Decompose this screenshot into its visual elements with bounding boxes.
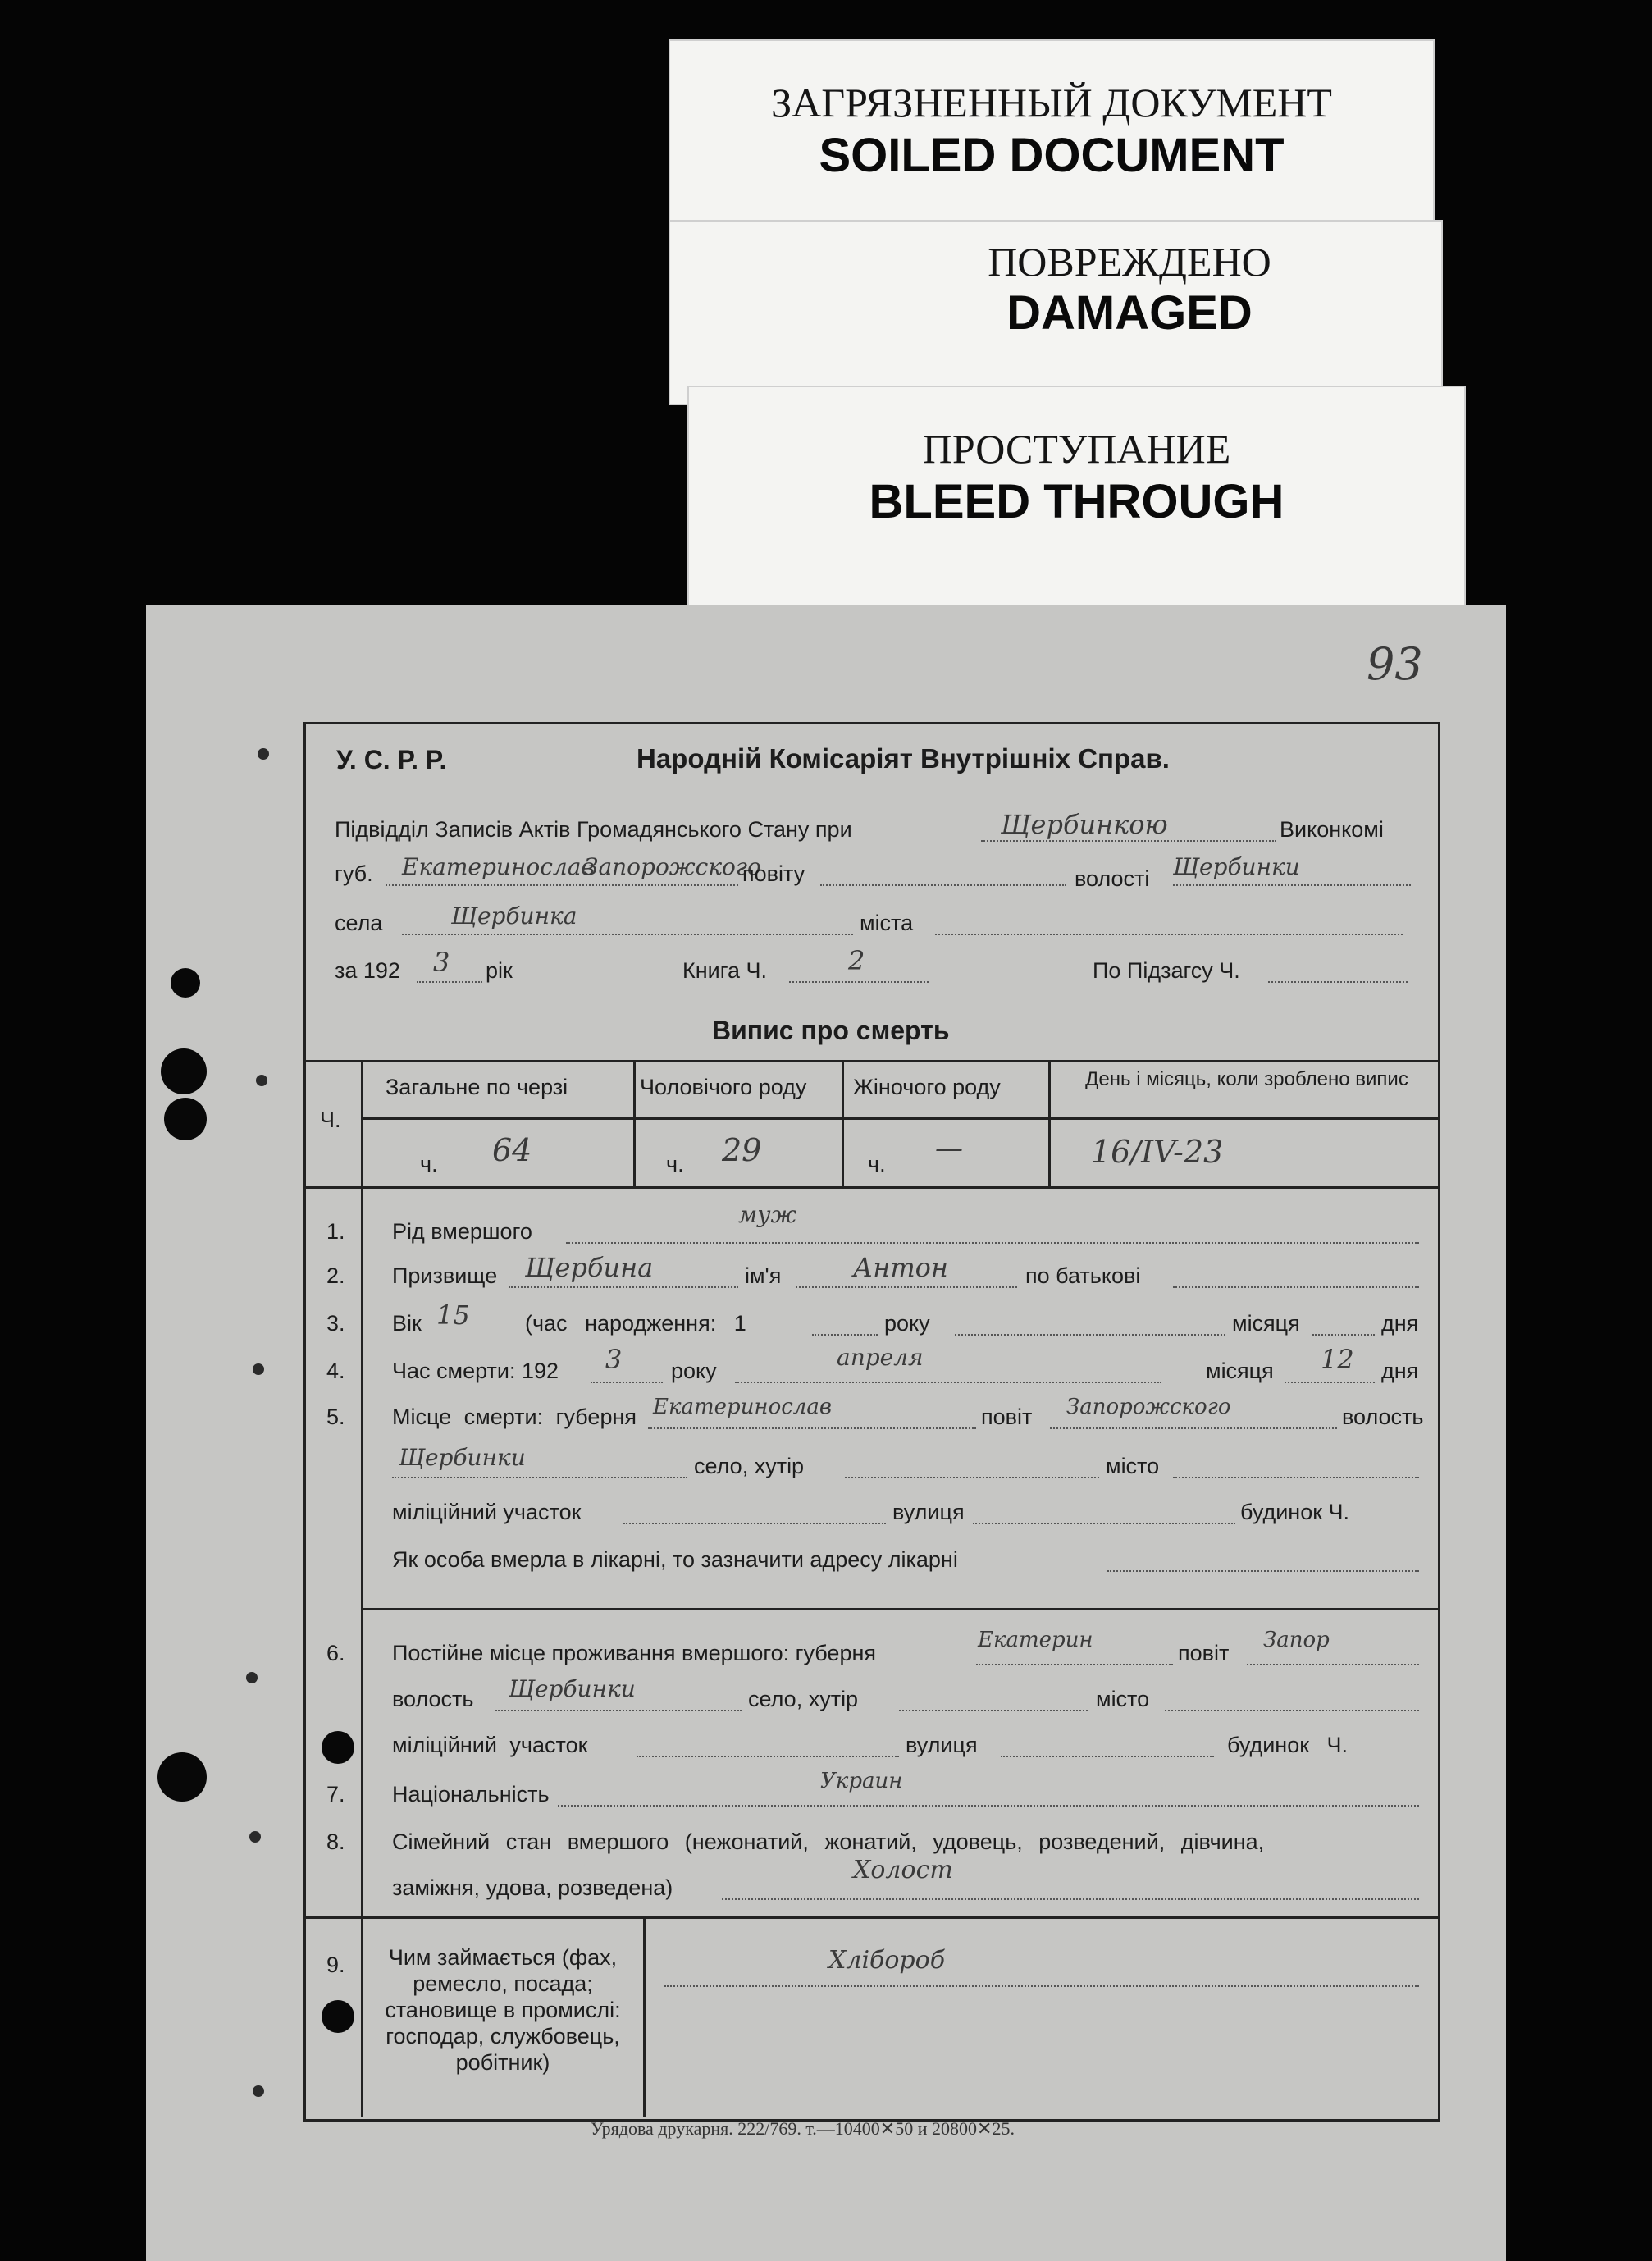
row5-volost-label: волость [1342, 1405, 1424, 1429]
punch-hole [161, 1048, 207, 1094]
handwritten-executive: Щербинкою [1001, 809, 1168, 840]
row6-town-label: місто [1096, 1687, 1150, 1711]
fill-line [981, 840, 1276, 842]
col-date-header: День і місяць, коли зроблено випис [1085, 1068, 1408, 1090]
number-column-border [361, 1060, 363, 2117]
fill-line [648, 1427, 976, 1429]
col-border [842, 1060, 844, 1186]
table-bottom-border [303, 1186, 1438, 1189]
binder-dot [256, 1075, 267, 1086]
handwritten-death-month: апреля [837, 1344, 924, 1371]
handwritten-residence-povit: Запор [1263, 1628, 1330, 1652]
section-border [361, 1608, 1438, 1610]
punch-hole [164, 1098, 207, 1140]
row-number: 6. [326, 1641, 345, 1665]
row4-year-label: року [671, 1359, 717, 1383]
fill-line [1285, 1382, 1375, 1383]
fill-line [845, 1477, 1099, 1478]
fill-line [1165, 1710, 1419, 1711]
row-number: 5. [326, 1405, 345, 1429]
fill-line [1107, 1570, 1419, 1572]
handwritten-nationality: Украин [820, 1769, 903, 1793]
damaged-label [669, 220, 1443, 405]
fill-line [796, 1286, 1017, 1288]
col-male-header: Чоловічого роду [640, 1075, 807, 1099]
fill-line [812, 1334, 878, 1336]
row-number: 2. [326, 1263, 345, 1288]
fill-line [392, 1477, 687, 1478]
fill-line [623, 1523, 886, 1524]
row-number: 9. [326, 1953, 345, 1977]
row6-militia-label: міліційний участок [392, 1733, 588, 1757]
fill-line [973, 1523, 1235, 1524]
fill-line [1001, 1756, 1214, 1757]
fill-line [402, 934, 853, 935]
row3-birth-label: (час народження: 1 [525, 1311, 746, 1336]
row3-age-label: Вік [392, 1311, 422, 1336]
row5-house-label: будинок Ч. [1240, 1500, 1350, 1524]
page-number: 93 [1367, 638, 1423, 690]
col-female-header: Жіночого роду [853, 1075, 1001, 1099]
label-en: SOILED DOCUMENT [819, 129, 1285, 182]
handwritten-death-gubernia: Екатеринослав [653, 1395, 832, 1419]
rik-label: рік [486, 958, 513, 983]
table-ch-label: Ч. [320, 1108, 341, 1132]
row1-label: Рід вмершого [392, 1219, 532, 1244]
row3-year-label: року [884, 1311, 930, 1336]
row4-month-label: місяця [1206, 1359, 1274, 1383]
punch-hole [157, 1752, 207, 1802]
document-title: Випис про смерть [712, 1016, 950, 1045]
fill-line [509, 1286, 738, 1288]
gub-label: губ. [335, 861, 373, 886]
row6-house-label: будинок Ч. [1227, 1733, 1349, 1757]
fill-line [1050, 1427, 1337, 1429]
handwritten-total: 64 [492, 1132, 532, 1168]
label-en: BLEED THROUGH [869, 475, 1285, 528]
handwritten-surname: Щербина [525, 1252, 654, 1283]
row5-povit-label: повіт [981, 1405, 1033, 1429]
row2-surname-label: Призвище [392, 1263, 498, 1288]
row8-marital-label-cont: заміжня, удова, розведена) [392, 1875, 673, 1900]
label-ru: ПРОСТУПАНИЕ [922, 426, 1231, 472]
row6-street-label: вулиця [906, 1733, 978, 1757]
printer-footer: Урядова друкарня. 222/769. т.—10400✕50 и 20800✕25. [591, 2118, 1015, 2139]
fill-line [899, 1710, 1088, 1711]
row-number: 1. [326, 1219, 345, 1244]
ministry-name: Народній Комісаріят Внутрішніх Справ. [637, 743, 1170, 774]
handwritten-female: — [935, 1132, 963, 1165]
row2-name-label: ім'я [745, 1263, 782, 1288]
row2-patronymic-label: по батькові [1025, 1263, 1141, 1288]
handwritten-death-year: 3 [605, 1344, 623, 1375]
col-border [1048, 1060, 1051, 1186]
binder-dot [249, 1831, 261, 1843]
fill-line [1247, 1664, 1419, 1665]
bleed-through-label [687, 386, 1466, 610]
fill-line [495, 1710, 742, 1711]
row5-hospital-label: Як особа вмерла в лікарні, то зазначити адресу лікарні [392, 1547, 958, 1572]
row-number: 7. [326, 1782, 345, 1807]
handwritten-residence-gubernia: Екатерин [978, 1628, 1093, 1652]
handwritten-occupation: Хлібороб [828, 1946, 946, 1975]
binder-dot [253, 2085, 264, 2097]
handwritten-date: 16/IV-23 [1091, 1134, 1224, 1170]
fill-line [566, 1242, 1419, 1244]
handwritten-volost: Щербинки [1173, 853, 1300, 880]
fill-line [637, 1756, 899, 1757]
handwritten-residence-volost: Щербинки [509, 1675, 636, 1702]
handwritten-sex: муж [738, 1201, 797, 1228]
section-border [303, 1916, 1438, 1919]
executive-label: Виконкомі [1280, 817, 1384, 842]
handwritten-death-volost: Щербинки [399, 1444, 526, 1471]
punch-hole [171, 968, 200, 998]
fill-line [1173, 1477, 1419, 1478]
row9-occupation-label: Чим займається (фах, ремесло, посада; становище в промислі: господар, службовець, робітник) [385, 1945, 621, 2075]
binder-dot [258, 748, 269, 760]
handwritten-death-povit: Запорожского [1066, 1395, 1231, 1419]
handwritten-age: 15 [436, 1300, 470, 1331]
book-label: Книга Ч. [682, 958, 767, 983]
col-total-header: Загальне по черзі [386, 1075, 568, 1099]
povit-label: повіту [742, 861, 805, 886]
row5-town-label: місто [1106, 1454, 1160, 1478]
mista-label: міста [860, 911, 914, 935]
fill-line [1173, 884, 1411, 886]
fill-line [386, 884, 738, 886]
row4-death-label: Час смерти: 192 [392, 1359, 559, 1383]
state-name: У. С. Р. Р. [336, 745, 447, 774]
row3-month-label: місяця [1232, 1311, 1300, 1336]
volost-label: волості [1075, 866, 1150, 891]
row6-residence-label: Постійне місце проживання вмершого: губерня [392, 1641, 876, 1665]
col-border [633, 1060, 636, 1186]
handwritten-marital: Холост [853, 1856, 953, 1884]
year-label: за 192 [335, 958, 400, 983]
fill-line [417, 981, 482, 983]
row-number: 3. [326, 1311, 345, 1336]
row7-nationality-label: Національність [392, 1782, 550, 1807]
fill-line [591, 1382, 663, 1383]
row4-day-label: дня [1381, 1359, 1419, 1383]
ch-prefix: ч. [868, 1152, 886, 1176]
fill-line [976, 1664, 1173, 1665]
handwritten-povit: Запорожского [584, 853, 761, 880]
row5-village-label: село, хутір [694, 1454, 805, 1478]
subdepartment-label: Підвідділ Записів Актів Громадянського Стану при [335, 817, 852, 842]
row3-day-label: дня [1381, 1311, 1419, 1336]
row8-marital-label: Сімейний стан вмершого (нежонатий, жонатий, удовець, розведений, дівчина, [392, 1829, 1265, 1854]
label-ru: ПОВРЕЖДЕНО [988, 239, 1271, 285]
ch-prefix: ч. [666, 1152, 684, 1176]
fill-line [558, 1805, 1419, 1807]
ch-prefix: ч. [420, 1152, 438, 1176]
fill-line [722, 1898, 1419, 1900]
table-top-border [303, 1060, 1438, 1062]
row6-village-label: село, хутір [748, 1687, 859, 1711]
table-mid-border [361, 1117, 1438, 1120]
fill-line [789, 981, 929, 983]
fill-line [935, 934, 1403, 935]
fill-line [1268, 981, 1408, 983]
occupation-divider [643, 1916, 646, 2117]
row5-militia-label: міліційний участок [392, 1500, 582, 1524]
fill-line [1173, 1286, 1419, 1288]
label-en: DAMAGED [1006, 286, 1253, 340]
row-number: 4. [326, 1359, 345, 1383]
pidzags-label: По Підзагсу Ч. [1093, 958, 1240, 983]
fill-line [820, 884, 1066, 886]
handwritten-death-day: 12 [1321, 1344, 1354, 1375]
selo-label: села [335, 911, 383, 935]
handwritten-name: Антон [853, 1252, 948, 1283]
handwritten-selo: Щербинка [451, 902, 577, 930]
binder-dot [246, 1672, 258, 1683]
handwritten-book: 2 [848, 945, 865, 976]
row5-place-label: Місце смерти: губерня [392, 1405, 637, 1429]
fill-line [664, 1985, 1419, 1987]
handwritten-year: 3 [433, 947, 450, 978]
handwritten-gubernia: Екатеринослав [402, 853, 595, 880]
fill-line [955, 1334, 1225, 1336]
row-number: 8. [326, 1829, 345, 1854]
fill-line [1312, 1334, 1375, 1336]
row6-povit-label: повіт [1178, 1641, 1230, 1665]
label-ru: ЗАГРЯЗНЕННЫЙ ДОКУМЕНТ [771, 80, 1332, 126]
binder-dot [253, 1363, 264, 1375]
row6-volost-label: волость [392, 1687, 474, 1711]
handwritten-male: 29 [722, 1132, 762, 1168]
row5-street-label: вулиця [892, 1500, 965, 1524]
fill-line [735, 1382, 1161, 1383]
